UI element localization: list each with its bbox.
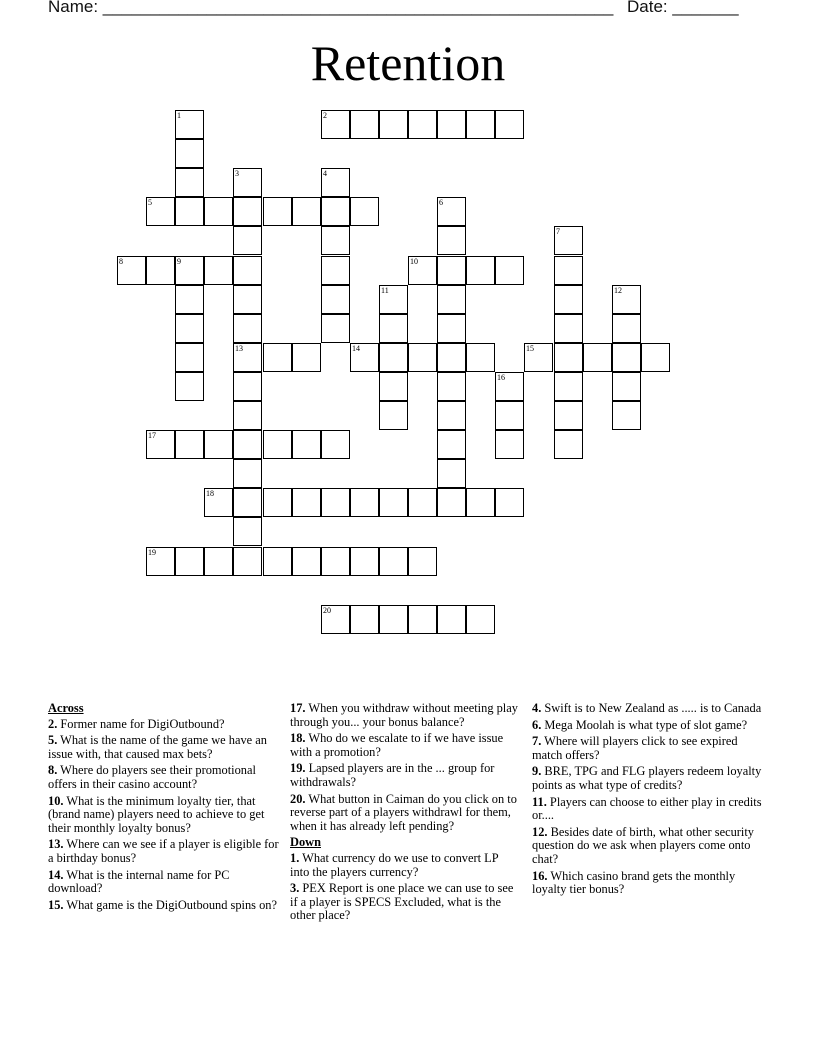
grid-cell[interactable] xyxy=(379,605,408,634)
grid-cell-1[interactable] xyxy=(175,110,204,139)
grid-cell[interactable] xyxy=(495,401,524,430)
clue-down-3: 3. PEX Report is one place we can use to see if a player is SPECS Excluded, what is the other place? xyxy=(290,881,514,923)
clue-down-7: 7. Where will players click to see expired match offers? xyxy=(532,734,738,762)
clue-number: 11 xyxy=(381,286,389,295)
grid-cell[interactable] xyxy=(175,547,204,576)
grid-cell[interactable] xyxy=(321,285,350,314)
clue-down-11: 11. Players can choose to either play in credits or.... xyxy=(532,794,762,823)
grid-cell[interactable] xyxy=(292,488,321,517)
grid-cell[interactable] xyxy=(350,197,379,226)
clue-across-20: 20. What button in Caiman do you click on to reverse part of a players withdrawl for them, when it has already left pending? xyxy=(290,791,517,833)
grid-cell[interactable] xyxy=(641,343,670,372)
grid-cell-11[interactable] xyxy=(379,285,408,314)
clue-number: 15 xyxy=(526,344,534,353)
down-heading: Down xyxy=(290,835,321,850)
clues-column-1 xyxy=(48,702,280,915)
grid-cell[interactable] xyxy=(263,488,292,517)
clue-down-4: 4. Swift is to New Zealand as ..... is to Canada xyxy=(532,701,762,715)
grid-cell-2[interactable] xyxy=(321,110,350,139)
grid-cell[interactable] xyxy=(379,314,408,343)
clues-column-3 xyxy=(532,702,770,900)
clue-across-19: 19. Lapsed players are in the ... group for withdrawals? xyxy=(290,761,495,789)
grid-cell[interactable] xyxy=(466,343,495,372)
clue-number: 1 xyxy=(177,111,181,120)
grid-cell[interactable] xyxy=(554,430,583,459)
grid-cell-9[interactable] xyxy=(175,256,204,285)
grid-cell[interactable] xyxy=(233,256,262,285)
grid-cell[interactable] xyxy=(350,547,379,576)
grid-cell[interactable] xyxy=(408,547,437,576)
grid-cell[interactable] xyxy=(612,314,641,343)
grid-cell[interactable] xyxy=(263,343,292,372)
clue-number: 6 xyxy=(439,198,443,207)
clue-across-8: 8. Where do players see their promotional offers in their casino account? xyxy=(48,763,256,791)
grid-cell-16[interactable] xyxy=(495,372,524,401)
grid-cell[interactable] xyxy=(350,488,379,517)
grid-cell[interactable] xyxy=(408,343,437,372)
grid-cell[interactable] xyxy=(466,256,495,285)
grid-cell[interactable] xyxy=(379,110,408,139)
grid-cell[interactable] xyxy=(554,314,583,343)
grid-cell-17[interactable] xyxy=(146,430,175,459)
across-heading: Across xyxy=(48,701,84,715)
grid-cell-4[interactable] xyxy=(321,168,350,197)
grid-cell-8[interactable] xyxy=(117,256,146,285)
grid-cell[interactable] xyxy=(292,343,321,372)
grid-cell-7[interactable] xyxy=(554,226,583,255)
grid-cell[interactable] xyxy=(204,430,233,459)
grid-cell[interactable] xyxy=(612,372,641,401)
grid-cell[interactable] xyxy=(379,401,408,430)
clue-number: 7 xyxy=(556,227,560,236)
grid-cell[interactable] xyxy=(554,285,583,314)
clues-column-2 xyxy=(290,702,520,926)
grid-cell[interactable] xyxy=(263,430,292,459)
clue-number: 12 xyxy=(614,286,622,295)
grid-cell-13[interactable] xyxy=(233,343,262,372)
clue-number: 10 xyxy=(410,257,418,266)
grid-cell[interactable] xyxy=(233,314,262,343)
grid-cell[interactable] xyxy=(495,488,524,517)
grid-cell[interactable] xyxy=(437,314,466,343)
grid-cell[interactable] xyxy=(379,547,408,576)
grid-cell[interactable] xyxy=(379,488,408,517)
grid-cell[interactable] xyxy=(321,488,350,517)
clue-down-1: 1. What currency do we use to convert LP into the players currency? xyxy=(290,850,499,879)
grid-cell[interactable] xyxy=(175,197,204,226)
clue-number: 16 xyxy=(497,373,505,382)
grid-cell[interactable] xyxy=(233,488,262,517)
grid-cell[interactable] xyxy=(175,139,204,168)
grid-cell[interactable] xyxy=(321,197,350,226)
grid-cell[interactable] xyxy=(175,285,204,314)
grid-cell[interactable] xyxy=(495,430,524,459)
clue-number: 9 xyxy=(177,257,181,266)
grid-cell[interactable] xyxy=(437,488,466,517)
grid-cell[interactable] xyxy=(204,256,233,285)
grid-cell[interactable] xyxy=(263,197,292,226)
grid-cell[interactable] xyxy=(466,488,495,517)
grid-cell-5[interactable] xyxy=(146,197,175,226)
clue-down-16: 16. Which casino brand gets the monthly loyalty tier bonus? xyxy=(532,868,736,897)
grid-cell[interactable] xyxy=(437,226,466,255)
clue-down-9: 9. BRE, TPG and FLG players redeem loyalty points as what type of credits? xyxy=(532,764,762,792)
clue-across-18: 18. Who do we escalate to if we have issue with a promotion? xyxy=(290,731,504,759)
grid-cell[interactable] xyxy=(233,372,262,401)
date-line: Date: _______ xyxy=(627,0,739,16)
grid-cell[interactable] xyxy=(204,547,233,576)
grid-cell[interactable] xyxy=(437,372,466,401)
clue-number: 4 xyxy=(323,169,327,178)
grid-cell[interactable] xyxy=(554,372,583,401)
grid-cell[interactable] xyxy=(554,256,583,285)
grid-cell[interactable] xyxy=(437,256,466,285)
grid-cell[interactable] xyxy=(554,343,583,372)
grid-cell[interactable] xyxy=(612,401,641,430)
grid-cell[interactable] xyxy=(437,110,466,139)
grid-cell[interactable] xyxy=(379,372,408,401)
clue-number: 14 xyxy=(352,344,360,353)
grid-cell[interactable] xyxy=(292,547,321,576)
clue-number: 19 xyxy=(148,548,156,557)
clue-across-10: 10. What is the minimum loyalty tier, that (brand name) players need to achieve to get their monthly loyalty bonus? xyxy=(48,793,265,835)
grid-cell[interactable] xyxy=(175,430,204,459)
puzzle-title: Retention xyxy=(310,35,506,91)
clue-number: 20 xyxy=(323,606,331,615)
clue-across-14: 14. What is the internal name for PC download? xyxy=(48,867,230,896)
clue-across-17: 17. When you withdraw without meeting play through you... your bonus balance? xyxy=(290,701,518,729)
grid-cell[interactable] xyxy=(408,605,437,634)
grid-cell[interactable] xyxy=(437,605,466,634)
grid-cell[interactable] xyxy=(233,401,262,430)
grid-cell[interactable] xyxy=(233,285,262,314)
grid-cell[interactable] xyxy=(554,401,583,430)
grid-cell[interactable] xyxy=(233,517,262,546)
grid-cell[interactable] xyxy=(233,226,262,255)
grid-cell-12[interactable] xyxy=(612,285,641,314)
grid-cell-18[interactable] xyxy=(204,488,233,517)
grid-cell[interactable] xyxy=(466,110,495,139)
grid-cell[interactable] xyxy=(466,605,495,634)
grid-cell-14[interactable] xyxy=(350,343,379,372)
grid-cell[interactable] xyxy=(408,488,437,517)
grid-cell-19[interactable] xyxy=(146,547,175,576)
grid-cell[interactable] xyxy=(175,372,204,401)
clue-down-6: 6. Mega Moolah is what type of slot game? xyxy=(532,717,748,732)
grid-cell[interactable] xyxy=(292,197,321,226)
clue-number: 3 xyxy=(235,169,239,178)
grid-cell[interactable] xyxy=(495,110,524,139)
clue-across-5: 5. What is the name of the game we have an issue with, that caused max bets? xyxy=(48,733,267,761)
clue-number: 8 xyxy=(119,257,123,266)
clue-across-15: 15. What game is the DigiOutbound spins on? xyxy=(48,897,277,912)
grid-cell[interactable] xyxy=(263,547,292,576)
grid-cell[interactable] xyxy=(233,547,262,576)
grid-cell[interactable] xyxy=(175,314,204,343)
clue-number: 18 xyxy=(206,489,214,498)
grid-cell[interactable] xyxy=(204,197,233,226)
grid-cell[interactable] xyxy=(583,343,612,372)
grid-cell[interactable] xyxy=(437,401,466,430)
grid-cell[interactable] xyxy=(350,605,379,634)
grid-cell[interactable] xyxy=(437,430,466,459)
grid-cell-15[interactable] xyxy=(524,343,553,372)
clue-number: 5 xyxy=(148,198,152,207)
clue-number: 17 xyxy=(148,431,156,440)
grid-cell[interactable] xyxy=(233,430,262,459)
grid-cell[interactable] xyxy=(146,256,175,285)
grid-cell[interactable] xyxy=(495,256,524,285)
grid-cell[interactable] xyxy=(292,430,321,459)
grid-cell[interactable] xyxy=(612,343,641,372)
grid-cell[interactable] xyxy=(437,285,466,314)
clue-down-12: 12. Besides date of birth, what other security question do we ask when players come onto chat? xyxy=(532,824,754,866)
grid-cell[interactable] xyxy=(175,343,204,372)
grid-cell-3[interactable] xyxy=(233,168,262,197)
grid-cell[interactable] xyxy=(350,110,379,139)
grid-cell-10[interactable] xyxy=(408,256,437,285)
clue-across-13: 13. Where can we see if a player is eligible for a birthday bonus? xyxy=(48,837,279,865)
grid-cell[interactable] xyxy=(233,459,262,488)
clue-across-2: 2. Former name for DigiOutbound? xyxy=(48,716,225,731)
grid-cell[interactable] xyxy=(408,110,437,139)
grid-cell[interactable] xyxy=(233,197,262,226)
grid-cell-6[interactable] xyxy=(437,197,466,226)
clue-number: 2 xyxy=(323,111,327,120)
grid-cell[interactable] xyxy=(379,343,408,372)
clue-number: 13 xyxy=(235,344,243,353)
grid-cell-20[interactable] xyxy=(321,605,350,634)
grid-cell[interactable] xyxy=(437,459,466,488)
grid-cell[interactable] xyxy=(321,256,350,285)
grid-cell[interactable] xyxy=(321,430,350,459)
name-line: Name: ______________________________________________________ xyxy=(48,0,614,16)
grid-cell[interactable] xyxy=(321,226,350,255)
grid-cell[interactable] xyxy=(437,343,466,372)
grid-cell[interactable] xyxy=(321,547,350,576)
grid-cell[interactable] xyxy=(175,168,204,197)
grid-cell[interactable] xyxy=(321,314,350,343)
